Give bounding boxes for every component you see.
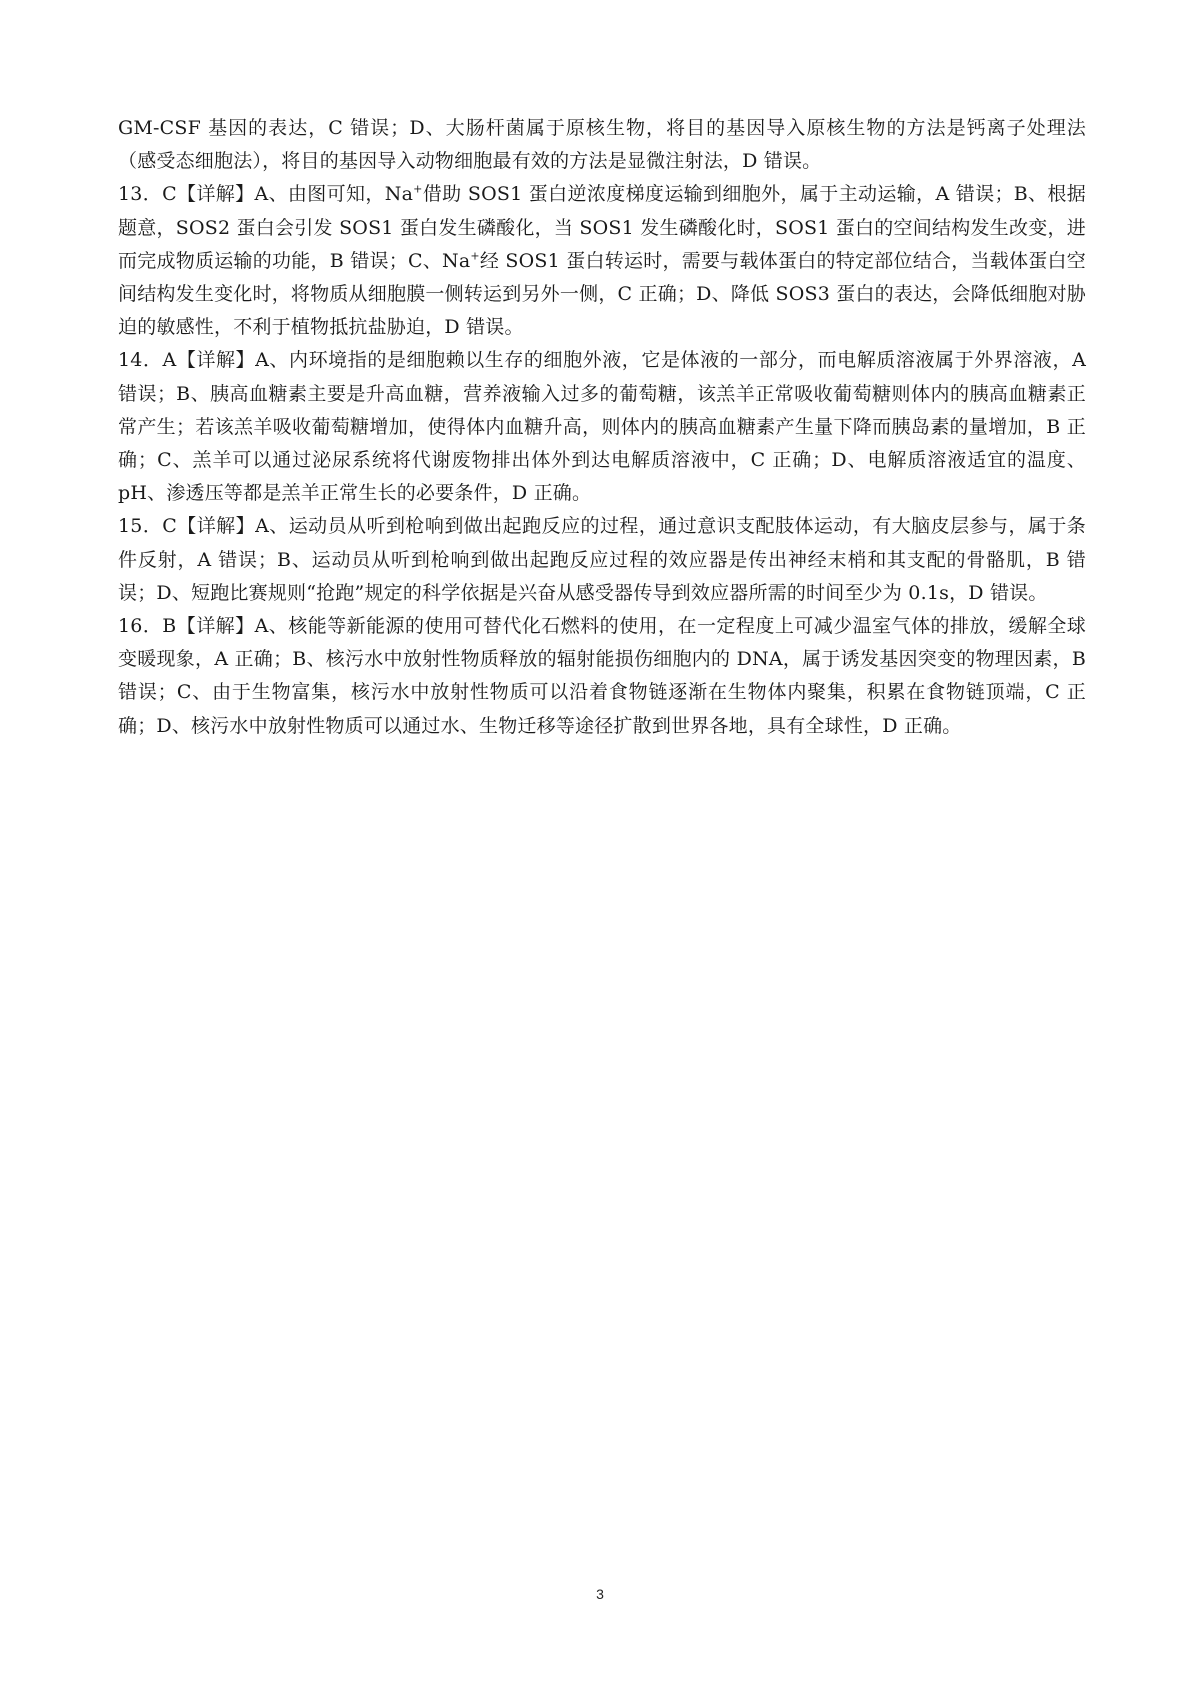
q13-text-part-3: 经 SOS1 蛋白转运时，需要与载体蛋白的特定部位结合，当载体蛋白空间结构发生变化时，将物质从细胞膜一侧转运到另外一侧，C 正确；D、降低 SOS3 蛋白的表达，会降低细胞对胁迫的敏感性，不利于植物抵抗盐胁迫，D 错误。 xyxy=(118,249,1087,339)
paragraph-q14: 14．A【详解】A、内环境指的是细胞赖以生存的细胞外液，它是体液的一部分，而电解质溶液属于外界溶液，A 错误；B、胰高血糖素主要是升高血糖，营养液输入过多的葡萄糖，该羔羊正常吸收葡萄糖则体内的胰高血糖素正常产生；若该羔羊吸收葡萄糖增加，使得体内血糖升高，则体内的胰高血糖素产生量下降而胰岛素的量增加，B 正确；C、羔羊可以通过泌尿系统将代谢废物排出体外到达电解质溶液中，C 正确；D、电解质溶液适宜的温度、pH、渗透压等都是羔羊正常生长的必要条件，D 正确。 xyxy=(118,349,1086,505)
q13-text-part-2: 借助 SOS1 蛋白逆浓度梯度运输到细胞外，属于主动运输，A 错误；B、根据题意，SOS2 蛋白会引发 SOS1 蛋白发生磷酸化，当 SOS1 发生磷酸化时，SOS1 蛋白的空间结构发生改变，进而完成物质运输的功能，B 错误；C、Na xyxy=(118,183,1086,272)
q13-superscript-1: + xyxy=(413,183,423,197)
paragraph-q13 xyxy=(118,178,1086,344)
answer-explanations xyxy=(118,112,1086,743)
paragraph-q12-continued: GM-CSF 基因的表达，C 错误；D、大肠杆菌属于原核生物，将目的基因导入原核生物的方法是钙离子处理法（感受态细胞法），将目的基因导入动物细胞最有效的方法是显微注射法，D 错误。 xyxy=(118,117,1086,173)
paragraph-q15: 15．C【详解】A、运动员从听到枪响到做出起跑反应的过程，通过意识支配肢体运动，有大脑皮层参与，属于条件反射，A 错误；B、运动员从听到枪响到做出起跑反应过程的效应器是传出神经末梢和其支配的骨骼肌，B 错误；D、短跑比赛规则“抢跑”规定的科学依据是兴奋从感受器传导到效应器所需的时间至少为 0.1s，D 错误。 xyxy=(118,515,1086,604)
q13-text-part-1: 13．C【详解】A、由图可知，Na xyxy=(118,183,414,206)
page-number: 3 xyxy=(596,1586,604,1602)
paragraph-q16: 16．B【详解】A、核能等新能源的使用可替代化石燃料的使用，在一定程度上可减少温室气体的排放，缓解全球变暖现象，A 正确；B、核污水中放射性物质释放的辐射能损伤细胞内的 DNA，属于诱发基因突变的物理因素，B 错误；C、由于生物富集，核污水中放射性物质可以沿着食物链逐渐在生物体内聚集，积累在食物链顶端，C 正确；D、核污水中放射性物质可以通过水、生物迁移等途径扩散到世界各地，具有全球性，D 正确。 xyxy=(118,615,1086,737)
q13-superscript-2: + xyxy=(470,249,480,263)
